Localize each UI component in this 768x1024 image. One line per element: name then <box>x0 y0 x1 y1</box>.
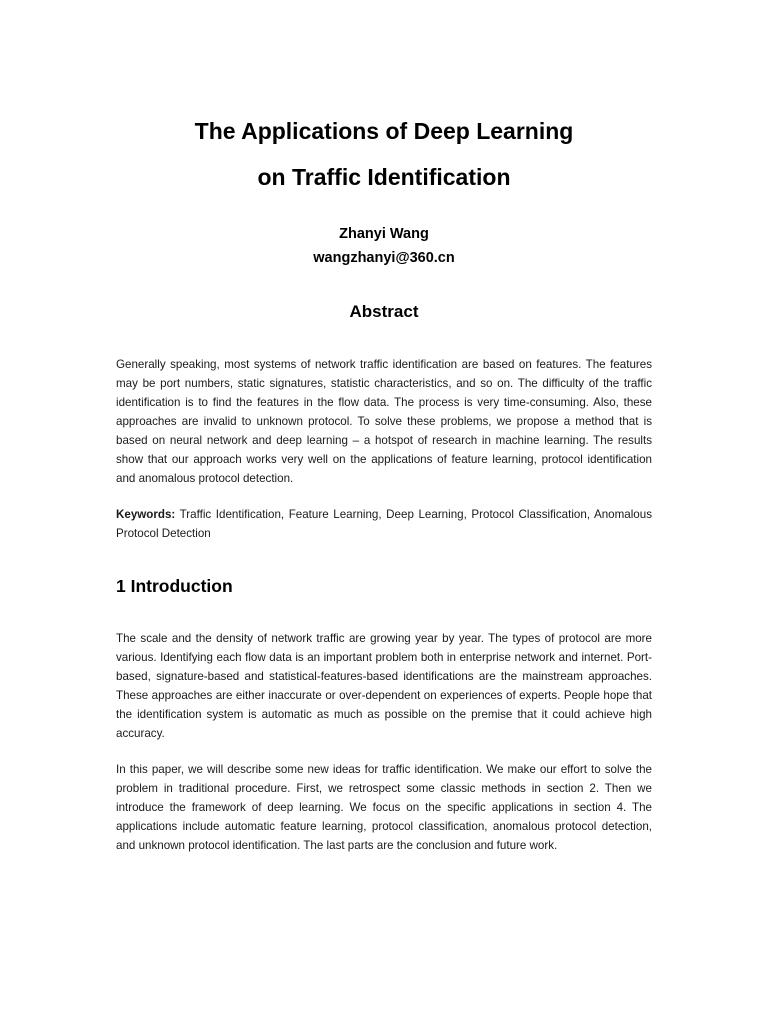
abstract-text: Generally speaking, most systems of network traffic identification are based on features. The features may be port numbers, static signatures, statistic characteristics, and so on. The difficulty of the traffic identification is to find the features in the flow data. The process is very time-consuming. Also, these approaches are invalid to unknown protocol. To solve these problems, we propose a method that is based on neural network and deep learning – a hotspot of research in machine learning. The results show that our approach works very well on the applications of feature learning, protocol identification and anomalous protocol detection. <box>116 358 652 485</box>
keywords-text: Traffic Identification, Feature Learning, Deep Learning, Protocol Classification, Anomalous Protocol Detection <box>116 508 652 540</box>
abstract-heading: Abstract <box>349 302 419 321</box>
intro-paragraph-2: In this paper, we will describe some new ideas for traffic identification. We make our effort to solve the problem in traditional procedure. First, we retrospect some classic methods in section 2. Then we introduce the framework of deep learning. We focus on the specific applications in section 4. The applications include automatic feature learning, protocol classification, anomalous protocol detection, and unknown protocol identification. The last parts are the conclusion and future work. <box>116 763 652 852</box>
section-heading-introduction: 1 Introduction <box>116 576 233 596</box>
paper-title-line-1: The Applications of Deep Learning <box>194 118 574 144</box>
author-name: Zhanyi Wang <box>339 226 429 242</box>
intro-paragraph-1: The scale and the density of network traffic are growing year by year. The types of protocol are more various. Identifying each flow data is an important problem both in enterprise network and internet. Port-based, signature-based and statistical-features-based identifications are the mainstream approaches. These approaches are either inaccurate or over-dependent on experiences of experts. People hope that the identification system is automatic as much as possible on the premise that it could achieve high accuracy. <box>116 632 652 740</box>
keywords-label: Keywords: <box>116 508 176 521</box>
keywords-paragraph <box>116 505 652 543</box>
paper-title-line-2: on Traffic Identification <box>257 164 511 190</box>
author-email: wangzhanyi@360.cn <box>313 250 455 266</box>
